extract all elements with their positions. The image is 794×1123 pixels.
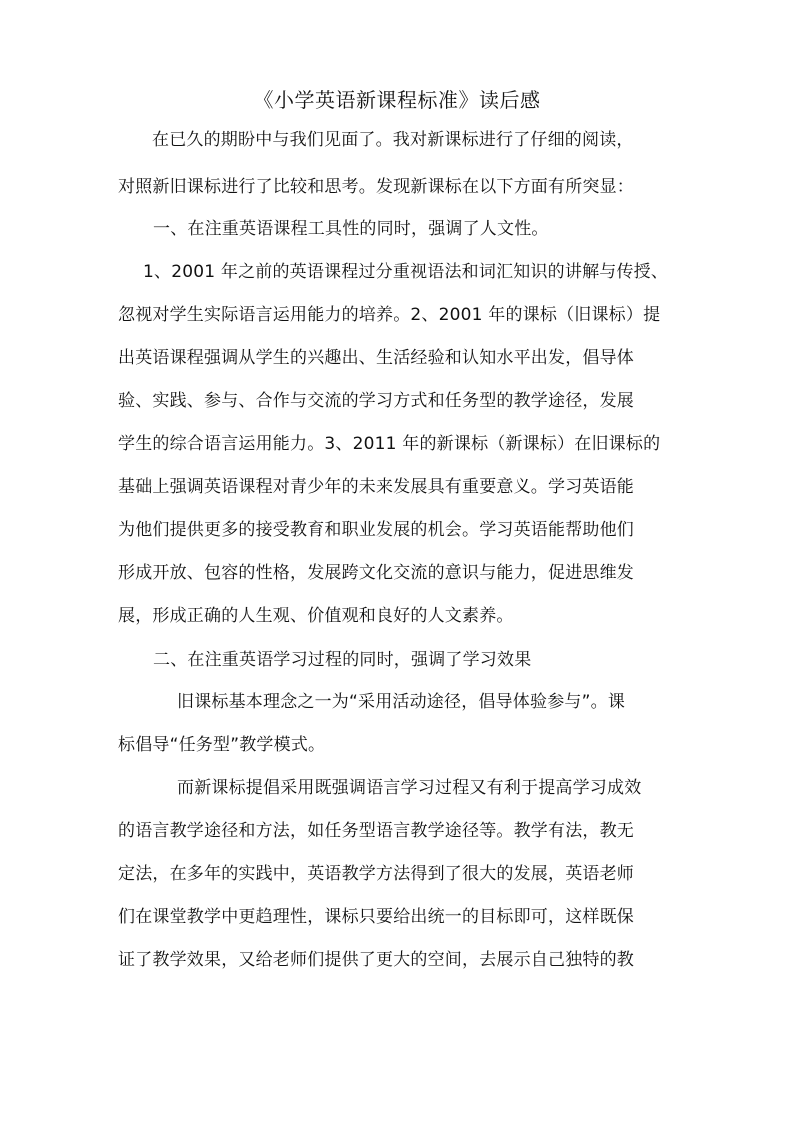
text-line-11: 形成开放、包容的性格，发展跨文化交流的意识与能力，促进思维发 bbox=[118, 563, 634, 583]
text-line-15: 标倡导“任务型”教学模式。 bbox=[118, 735, 326, 755]
text-line-4: 1、2001 年之前的英语课程过分重视语法和词汇知识的讲解与传授、 bbox=[143, 262, 669, 282]
text-line-13: 二、在注重英语学习过程的同时，强调了学习效果 bbox=[153, 650, 532, 670]
text-line-14: 旧课标基本理念之一为“采用活动途径，倡导体验参与”。课 bbox=[177, 692, 626, 712]
text-line-1: 在已久的期盼中与我们见面了。我对新课标进行了仔细的阅读， bbox=[152, 130, 634, 150]
text-line-5: 忽视对学生实际语言运用能力的培养。2、2001 年的课标（旧课标）提 bbox=[118, 305, 661, 325]
text-line-17: 的语言教学途径和方法，如任务型语言教学途径等。教学有法，教无 bbox=[118, 821, 634, 841]
text-line-10: 为他们提供更多的接受教育和职业发展的机会。学习英语能帮助他们 bbox=[118, 520, 634, 540]
text-line-8: 学生的综合语言运用能力。3、2011 年的新课标（新课标）在旧课标的 bbox=[118, 434, 661, 454]
text-line-2: 对照新旧课标进行了比较和思考。发现新课标在以下方面有所突显： bbox=[118, 177, 634, 197]
text-line-20: 证了教学效果，又给老师们提供了更大的空间，去展示自己独特的教 bbox=[118, 950, 634, 970]
text-line-16: 而新课标提倡采用既强调语言学习过程又有利于提高学习成效 bbox=[177, 778, 642, 798]
text-line-7: 验、实践、参与、合作与交流的学习方式和任务型的教学途径，发展 bbox=[118, 391, 634, 411]
text-line-6: 出英语课程强调从学生的兴趣出、生活经验和认知水平出发，倡导体 bbox=[118, 348, 634, 368]
document-title: 《小学英语新课程标准》读后感 bbox=[253, 88, 541, 112]
text-line-19: 们在课堂教学中更趋理性，课标只要给出统一的目标即可，这样既保 bbox=[118, 907, 634, 927]
text-line-12: 展，形成正确的人生观、价值观和良好的人文素养。 bbox=[118, 606, 514, 626]
text-line-9: 基础上强调英语课程对青少年的未来发展具有重要意义。学习英语能 bbox=[118, 477, 634, 497]
text-line-3: 一、在注重英语课程工具性的同时，强调了人文性。 bbox=[153, 219, 549, 239]
text-line-18: 定法，在多年的实践中，英语教学方法得到了很大的发展，英语老师 bbox=[118, 864, 634, 884]
